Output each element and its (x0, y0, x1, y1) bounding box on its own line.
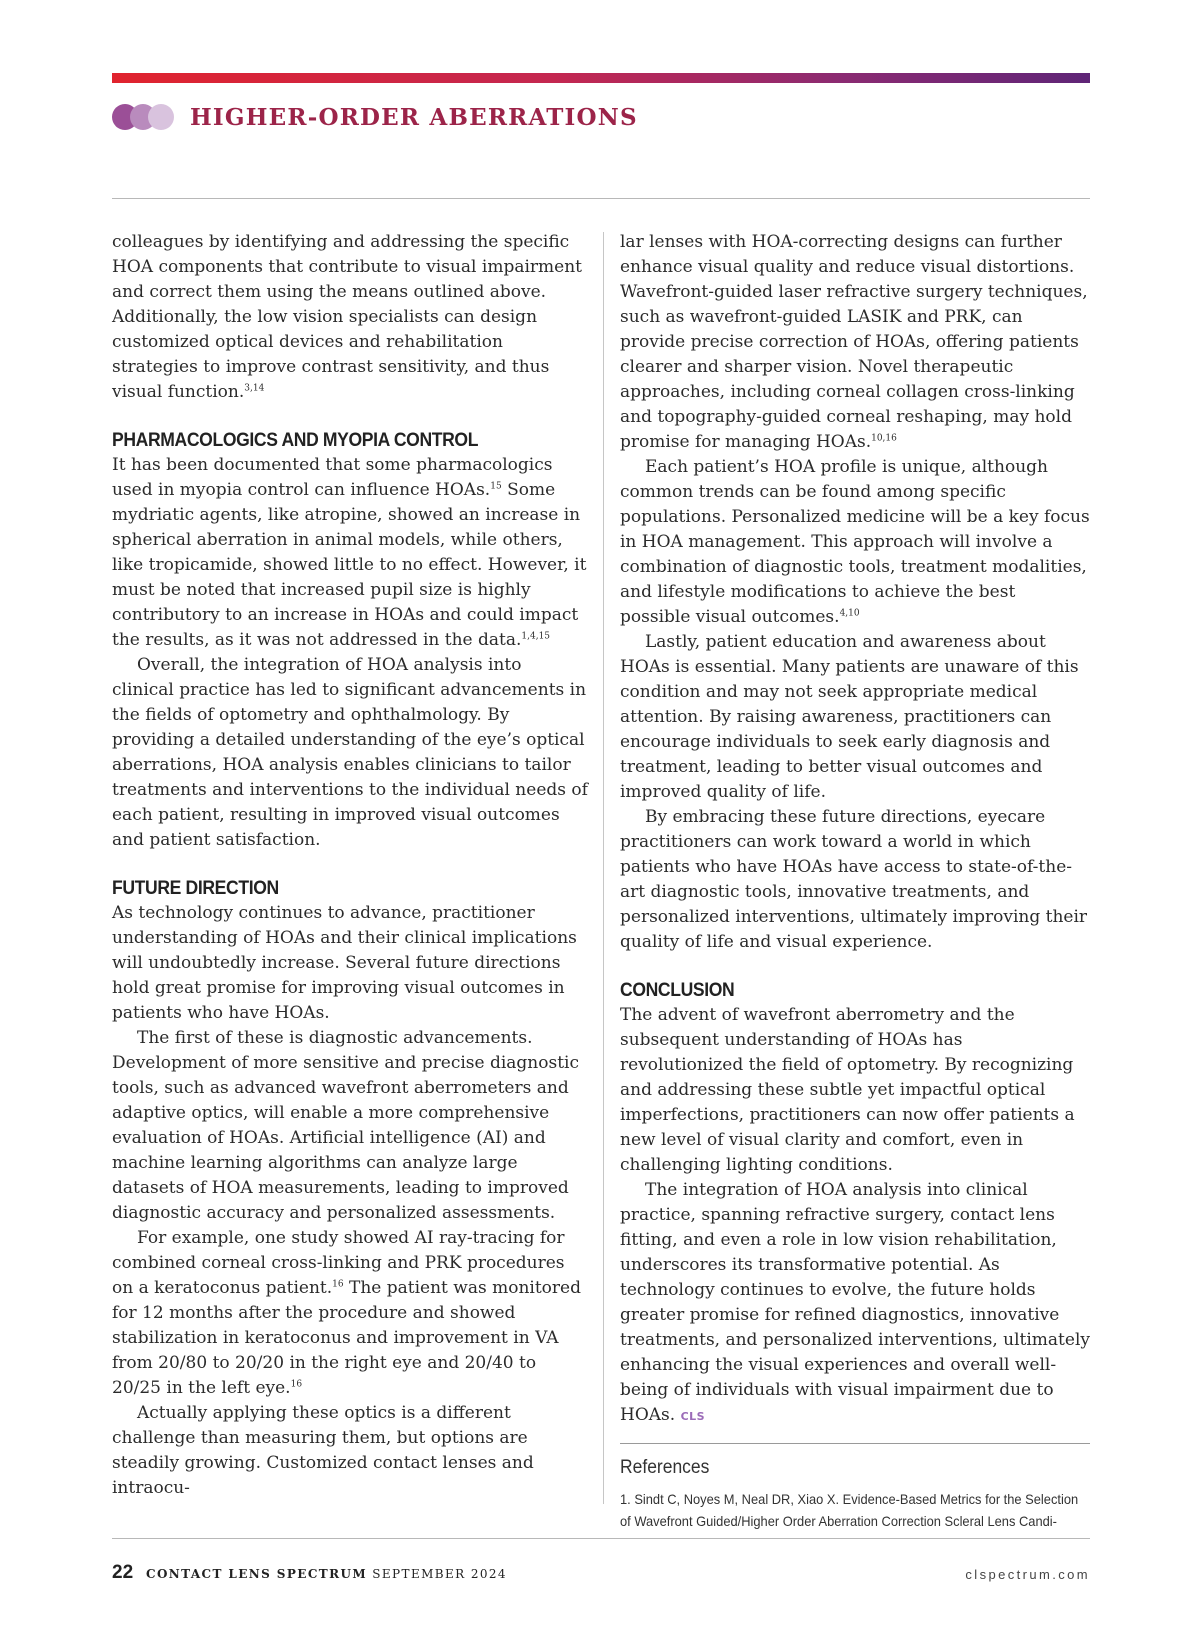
pharmacologics-heading: PHARMACOLOGICS AND MYOPIA CONTROL (112, 429, 479, 451)
section-title: HIGHER-ORDER ABERRATIONS (190, 103, 638, 131)
integration-paragraph: Overall, the integration of HOA analysis into clinical practice has led to significant advancements in the fields of optometry and ophthalmology. By providing a detailed understanding of the eye’s optical aberrations, HOA analysis enables clinicians to tailor treatments and interventions to the individual needs of each patient, resulting in improved visual outcomes and patient satisfaction. (112, 655, 588, 850)
magazine-name: CONTACT LENS SPECTRUM (146, 1567, 368, 1581)
citation: 15 (490, 481, 502, 492)
citation: 3,14 (244, 383, 265, 394)
citation: 10,16 (871, 433, 897, 444)
citation: 16 (290, 1379, 303, 1390)
future-direction-heading: FUTURE DIRECTION (112, 877, 279, 899)
body-text: The patient was monitored for 12 months after the procedure and showed stabilization in keratoconus and improvement in VA from 20/80 to 20/20 in the right eye and 20/40 to 20/25 in the left eye. (112, 1278, 581, 1398)
body-text: Each patient’s HOA profile is unique, although common trends can be found among specific populations. Personalized medicine will be a key focus in HOA management. This approach will involve a combination of diagnostic tools, treatment modalities, and lifestyle modifications to achieve the best possible visual outcomes. (620, 457, 1090, 627)
body-text: lar lenses with HOA-correcting designs can further enhance visual quality and reduce visual distortions. Wavefront-guided laser refractive surgery techniques, such as wavefront-guided LASIK and PRK, can provide precise correction of HOAs, offering patients clearer and sharper vision. Novel therapeutic approaches, including corneal collagen cross-linking and topography-guided corneal reshaping, may hold promise for managing HOAs. (620, 232, 1088, 452)
reference-item: 1. Sindt C, Noyes M, Neal DR, Xiao X. Evidence-Based Metrics for the Selection of Wavefront Guided/Higher Order Aberration Correction Scleral Lens Candi- (620, 1491, 1079, 1529)
page-number: 22 (112, 1562, 134, 1583)
page-footer (112, 1562, 1090, 1588)
conclusion-paragraph-2 (620, 1178, 1090, 1429)
future-paragraph-3 (112, 1226, 588, 1401)
website-link[interactable]: clspectrum.com (965, 1567, 1090, 1582)
three-circles-icon (112, 103, 176, 131)
body-text: It has been documented that some pharmacologics used in myopia control can influence HOAs. (112, 455, 553, 500)
intro-paragraph (112, 230, 588, 405)
future-paragraph-1: As technology continues to advance, practitioner understanding of HOAs and their clinical implications will undoubtedly increase. Several future directions hold great promise for improving visual outcomes in patients who have HOAs. (112, 903, 577, 1023)
references-title: References (620, 1457, 710, 1478)
column-divider (603, 232, 604, 1504)
conclusion-heading: CONCLUSION (620, 979, 735, 1001)
citation: 4,10 (839, 608, 860, 619)
future-paragraph-4: Actually applying these optics is a different challenge than measuring them, but options are steadily growing. Customized contact lenses and intraocu- (112, 1403, 534, 1498)
citation: 16 (332, 1279, 344, 1290)
body-text: Some mydriatic agents, like atropine, showed an increase in spherical aberration in animal models, while others, like tropicamide, showed little to no effect. However, it must be noted that increased pupil size is highly contributory to an increase in HOAs and could impact the results, as it was not addressed in the data. (112, 480, 587, 650)
future-directions-paragraph: By embracing these future directions, eyecare practitioners can work toward a world in which patients who have HOAs have access to state-of-the-art diagnostic tools, innovative treatments, and personalized interventions, ultimately improving their quality of life and visual experience. (620, 807, 1088, 952)
right-column (620, 230, 1090, 1532)
body-text: The integration of HOA analysis into clinical practice, spanning refractive surgery, contact lens fitting, and even a role in low vision rehabilitation, underscores its transformative potential. As technology continues to evolve, the future holds greater promise for refined diagnostics, innovative treatments, and personalized interventions, ultimately enhancing the visual experiences and overall well-being of individuals with visual impairment due to HOAs. (620, 1180, 1090, 1425)
future-paragraph-2: The first of these is diagnostic advancements. Development of more sensitive and precise diagnostic tools, such as advanced wavefront aberrometers and adaptive optics, will enable a more comprehensive evaluation of HOAs. Artificial intelligence (AI) and machine learning algorithms can analyze large datasets of HOA measurements, leading to improved diagnostic accuracy and personalized assessments. (112, 1028, 580, 1223)
pharmacologics-paragraph (112, 453, 588, 653)
circle-dot-3 (148, 104, 174, 130)
references-divider (620, 1443, 1090, 1444)
section-header (112, 100, 638, 134)
body-text: For example, one study showed AI ray-tracing for combined corneal cross-linking and PRK procedures on a keratoconus patient. (112, 1228, 565, 1298)
continued-paragraph (620, 230, 1090, 455)
conclusion-paragraph-1: The advent of wavefront aberrometry and the subsequent understanding of HOAs has revolutionized the field of optometry. By recognizing and addressing these subtle yet impactful optical imperfections, practitioners can now offer patients a new level of visual clarity and comfort, even in challenging lighting conditions. (620, 1005, 1075, 1175)
intro-text: colleagues by identifying and addressing the specific HOA components that contribute to visual impairment and correct them using the means outlined above. Additionally, the low vision specialists can design customized optical devices and rehabilitation strategies to improve contrast sensitivity, and thus visual function. (112, 232, 582, 402)
bottom-divider (112, 1538, 1090, 1539)
hoa-profile-paragraph (620, 455, 1090, 630)
top-divider (112, 198, 1090, 199)
patient-education-paragraph: Lastly, patient education and awareness about HOAs is essential. Many patients are unaware of this condition and may not seek appropriate medical attention. By raising awareness, practitioners can encourage individuals to seek early diagnosis and treatment, leading to better visual outcomes and improved quality of life. (620, 632, 1079, 802)
issue-date: SEPTEMBER 2024 (372, 1567, 507, 1581)
header-color-bar (112, 73, 1090, 83)
citation: 1,4,15 (521, 631, 551, 642)
magazine-line (146, 1567, 507, 1581)
left-column (112, 230, 588, 1501)
end-mark: CLS (680, 1410, 706, 1423)
